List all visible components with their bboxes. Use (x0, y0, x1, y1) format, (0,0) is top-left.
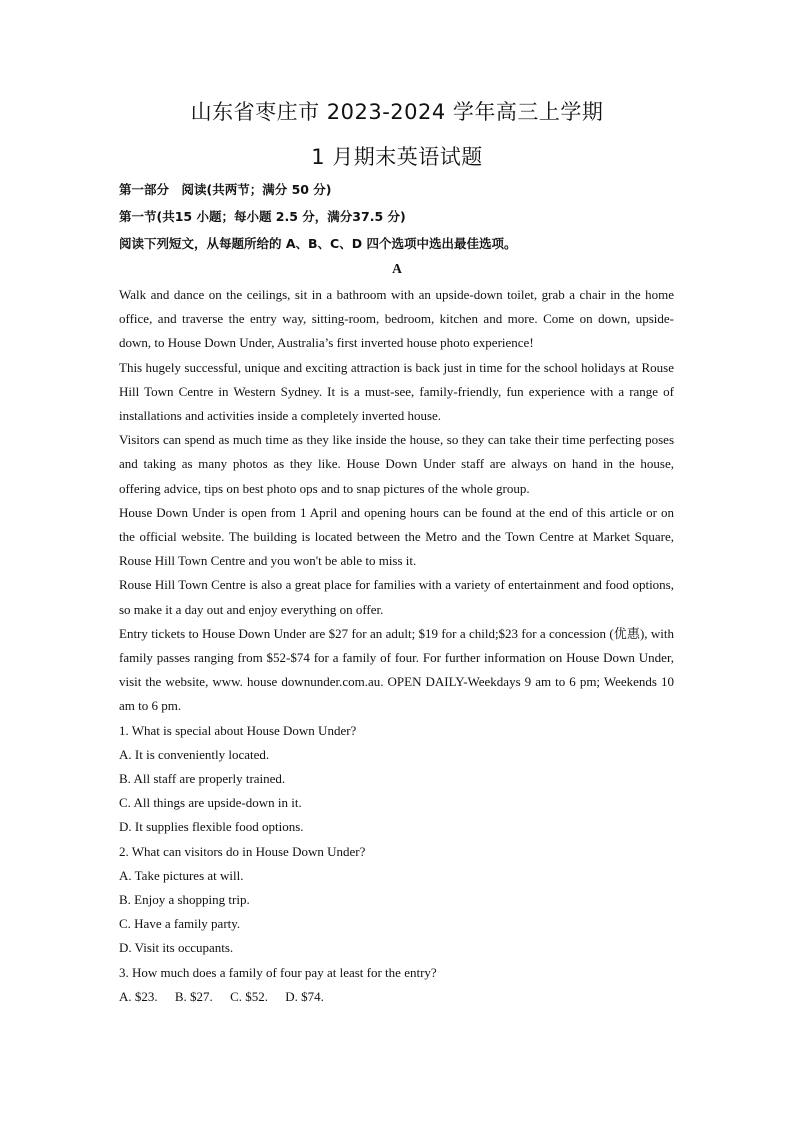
instruction-text: 阅读下列短文，从每题所给的 A、B、C、D 四个选项中选出最佳选项。 (119, 236, 517, 251)
passage-paragraph: Walk and dance on the ceilings, sit in a bathroom with an upside-down toilet, grab a chair in the home office, and traverse the entry way, sitting-room, bedroom, kitchen and more. Come on down, upside-down, to House Down Under, Australia’s first inverted house photo experience! (119, 287, 674, 351)
passage-paragraph: Visitors can spend as much time as they like inside the house, so they can take their time perfecting poses and taking as many photos as they like. House Down Under staff are always on hand in the house, offering advice, tips on best photo ops and to snap pictures of the whole group. (119, 432, 674, 496)
question-stem: 3. How much does a family of four pay at least for the entry? (119, 964, 437, 980)
passage-paragraph: Entry tickets to House Down Under are $27 for an adult; $19 for a child;$23 for a concession (优惠), with family passes ranging from $52-$74 for a family of four. For further information on House Down Under, visit the website, www. house downunder.com.au. OPEN DAILY-Weekdays 9 am to 6 pm; Weekends 10 am to 6 pm. (119, 625, 674, 714)
question-option: D. Visit its occupants. (119, 940, 234, 956)
question-stem: 1. What is special about House Down Under? (119, 722, 357, 738)
passage-paragraph: House Down Under is open from 1 April and opening hours can be found at the end of this article or on the official website. The building is located between the Metro and the Town Centre at Market Square, Rouse Hill Town Centre and you won't be able to miss it. (119, 504, 674, 569)
document-title-line1: 山东省枣庄市 2023-2024 学年高三上学期 (190, 100, 604, 124)
question-option: B. All staff are properly trained. (119, 771, 286, 787)
question-option: A. Take pictures at will. (119, 867, 244, 883)
question-option: C. All things are upside-down in it. (119, 795, 302, 811)
document-title-line2: 1 月期末英语试题 (311, 145, 483, 169)
part-heading: 第一部分 阅读(共两节；满分 50 分) (119, 182, 332, 197)
question-option: A. $23. (119, 988, 158, 1004)
passage-body (119, 283, 674, 1009)
passage-paragraph: Rouse Hill Town Centre is also a great place for families with a variety of entertainment and food options, so make it a day out and enjoy everything on offer. (119, 577, 674, 617)
question-stem: 2. What can visitors do in House Down Under? (119, 843, 366, 859)
section-heading: 第一节(共15 小题；每小题 2.5 分，满分37.5 分) (119, 209, 406, 224)
question-option: C. Have a family party. (119, 916, 241, 932)
question-option: A. It is conveniently located. (119, 746, 270, 762)
passage-label: A (392, 261, 402, 276)
question-option: C. $52. (230, 988, 268, 1004)
question-option: B. Enjoy a shopping trip. (119, 892, 250, 908)
question-options-row (119, 985, 674, 1009)
question-option: B. $27. (174, 988, 213, 1004)
question-option: D. It supplies flexible food options. (119, 819, 304, 835)
question-option: D. $74. (285, 988, 324, 1004)
passage-paragraph: This hugely successful, unique and exciting attraction is back just in time for the school holidays at Rouse Hill Town Centre in Western Sydney. It is a must-see, family-friendly, fun experience with a range of installations and activities inside a completely inverted house. (119, 359, 674, 424)
